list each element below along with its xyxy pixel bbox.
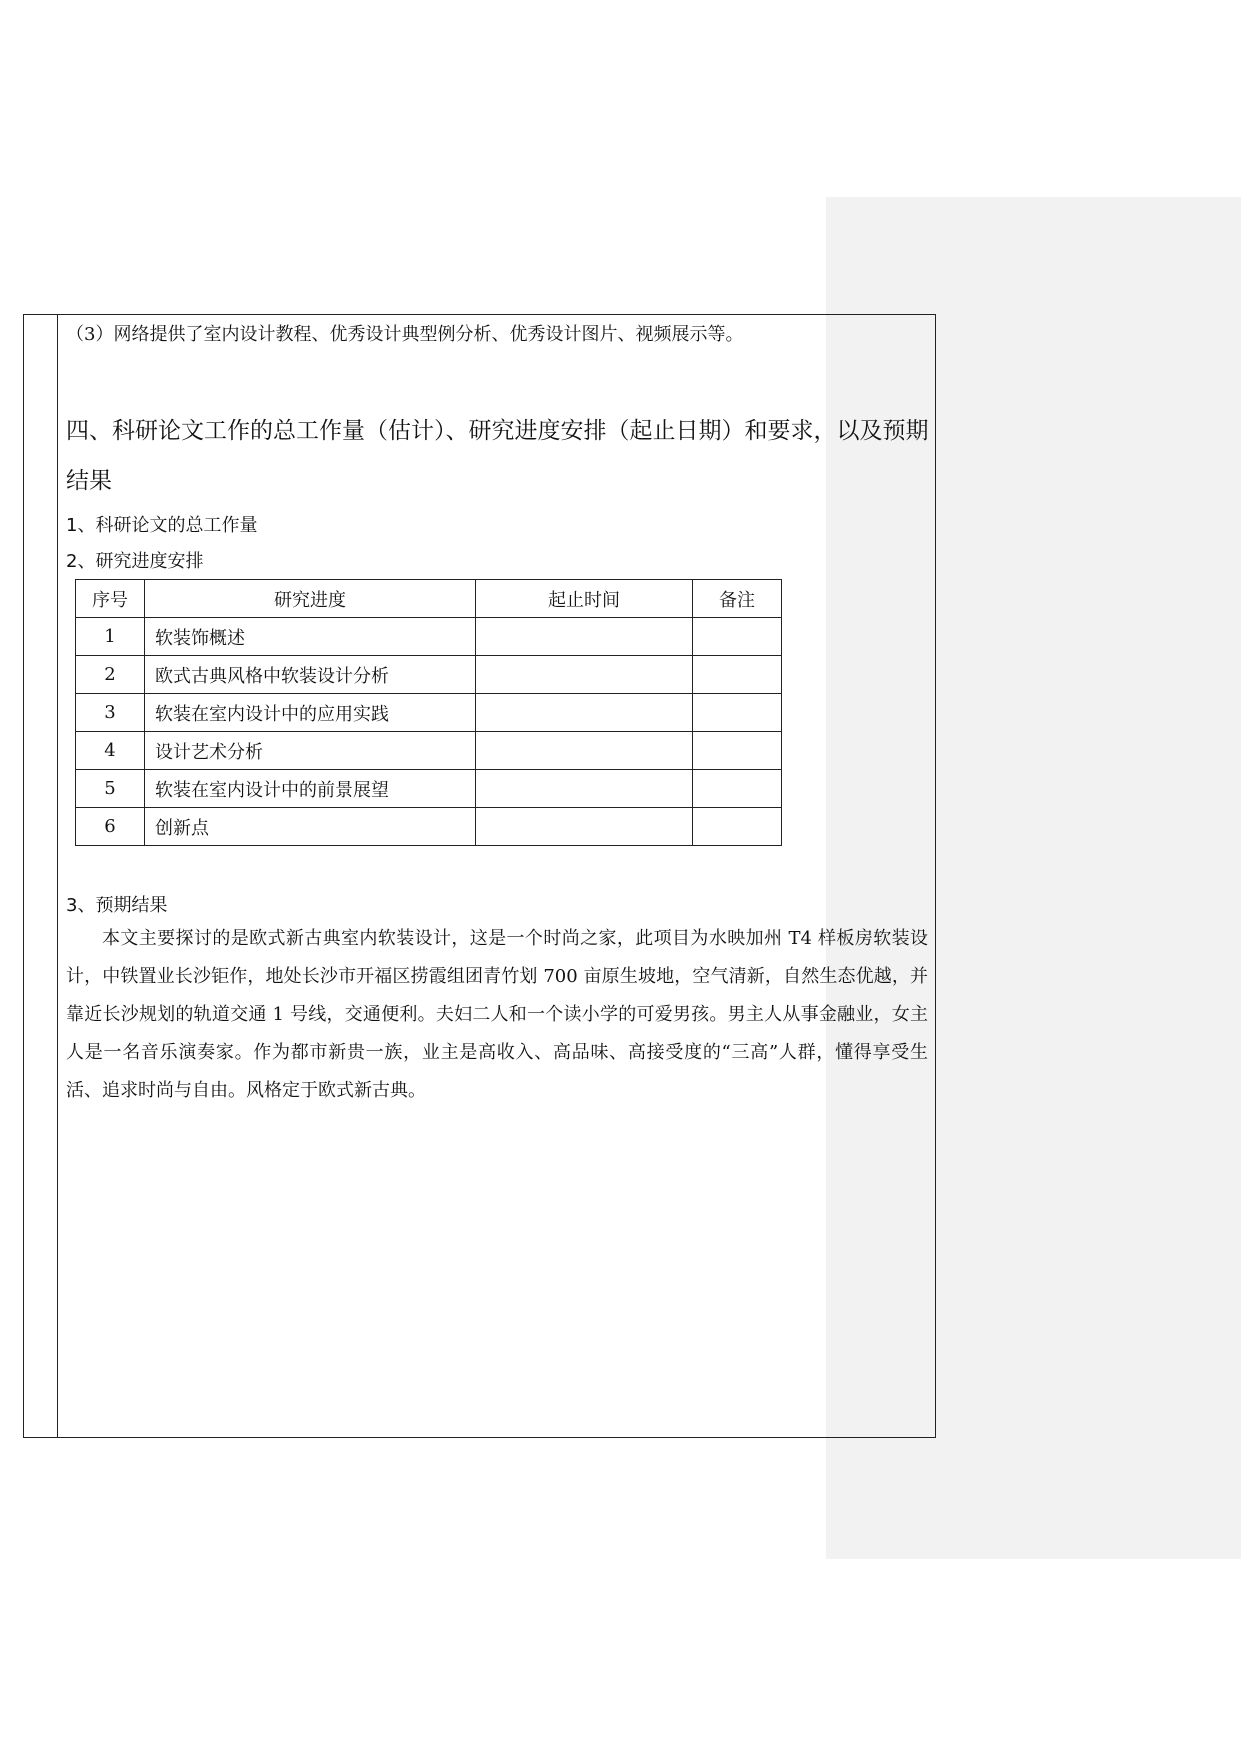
- header-num: 序号: [76, 580, 145, 618]
- header-note: 备注: [693, 580, 782, 618]
- frame-column-divider: [57, 314, 58, 1438]
- row-num: 3: [76, 694, 145, 732]
- table-row: [76, 618, 782, 656]
- row-num: 6: [76, 808, 145, 846]
- row-num: 1: [76, 618, 145, 656]
- row-time: [476, 656, 693, 694]
- table-row: [76, 694, 782, 732]
- expected-result-paragraph: [66, 920, 928, 1110]
- row-note: [693, 618, 782, 656]
- expected-result-text: 本文主要探讨的是欧式新古典室内软装设计，这是一个时尚之家，此项目为水映加州 T4 样板房软装设计，中铁置业长沙钜作，地处长沙市开福区捞霞组团青竹划 700 亩原生坡地，空气清新，自然生态优越，并靠近长沙规划的轨道交通 1 号线，交通便利。夫妇二人和一个读小学的可爱男孩。男主人从事金融业，女主人是一名音乐演奏家。作为都市新贵一族，业主是高收入、高品味、高接受度的“三高”人群，懂得享受生活、追求时尚与自由。风格定于欧式新古典。: [66, 928, 928, 1101]
- subheading-expected: 3、预期结果: [66, 895, 168, 916]
- row-progress: 创新点: [145, 808, 476, 846]
- row-num: 4: [76, 732, 145, 770]
- row-progress: 软装在室内设计中的前景展望: [145, 770, 476, 808]
- table-row: [76, 770, 782, 808]
- subheading-schedule: 2、研究进度安排: [66, 551, 204, 572]
- row-progress: 软装在室内设计中的应用实践: [145, 694, 476, 732]
- row-time: [476, 732, 693, 770]
- row-progress: 软装饰概述: [145, 618, 476, 656]
- row-time: [476, 694, 693, 732]
- row-progress: 欧式古典风格中软装设计分析: [145, 656, 476, 694]
- table-row: [76, 656, 782, 694]
- form-frame: [23, 314, 936, 1438]
- section4-title-line2: 结果: [66, 468, 112, 494]
- row-num: 5: [76, 770, 145, 808]
- header-progress: 研究进度: [145, 580, 476, 618]
- row-note: [693, 656, 782, 694]
- schedule-table: [75, 579, 782, 846]
- row-time: [476, 808, 693, 846]
- header-time: 起止时间: [476, 580, 693, 618]
- row-time: [476, 770, 693, 808]
- table-header-row: [76, 580, 782, 618]
- row-note: [693, 732, 782, 770]
- row-progress: 设计艺术分析: [145, 732, 476, 770]
- table-row: [76, 732, 782, 770]
- table-row: [76, 808, 782, 846]
- subheading-workload: 1、科研论文的总工作量: [66, 515, 258, 536]
- row-note: [693, 808, 782, 846]
- row-note: [693, 770, 782, 808]
- row-num: 2: [76, 656, 145, 694]
- row-time: [476, 618, 693, 656]
- section4-title-line1: 四、科研论文工作的总工作量（估计）、研究进度安排（起止日期）和要求，以及预期: [66, 418, 929, 444]
- row-note: [693, 694, 782, 732]
- resources-line: （3）网络提供了室内设计教程、优秀设计典型例分析、优秀设计图片、视频展示等。: [66, 324, 744, 345]
